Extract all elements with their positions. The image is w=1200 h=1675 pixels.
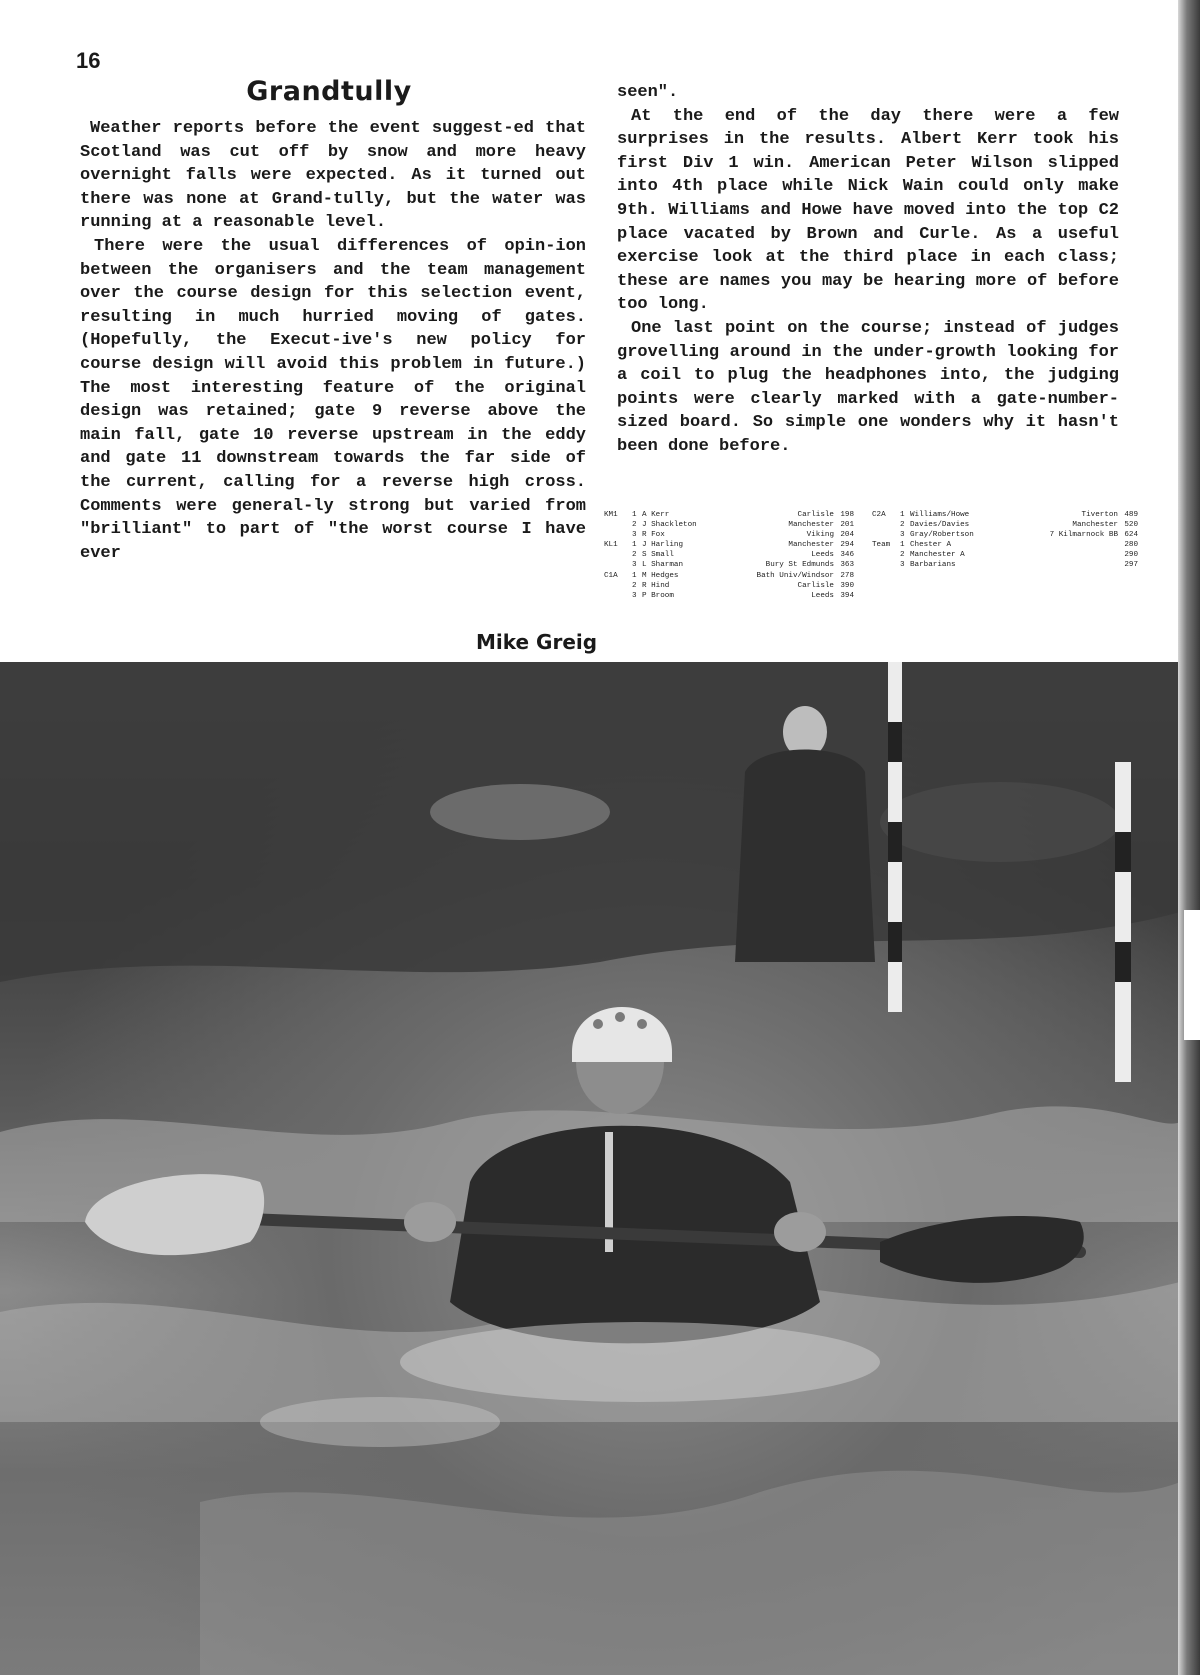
result-class: C2A: [872, 511, 886, 519]
result-row: [872, 540, 1138, 550]
result-score: 390: [840, 581, 854, 590]
result-name: Manchester A: [910, 551, 965, 560]
result-club: [1010, 560, 1118, 570]
result-place: 2: [900, 551, 905, 560]
result-club: Manchester: [788, 541, 834, 550]
result-row: [604, 591, 854, 601]
result-class: [604, 560, 632, 570]
result-club: Bury St Edmunds: [765, 561, 834, 570]
result-row: [872, 560, 1138, 570]
result-place: 2: [632, 521, 637, 530]
result-name: Gray/Robertson: [910, 531, 974, 540]
page-edge-tab: [1184, 910, 1200, 1040]
result-score: 394: [840, 591, 854, 600]
result-club: Leeds: [811, 551, 834, 560]
result-row: [604, 530, 854, 540]
result-club: Carlisle: [797, 511, 834, 519]
result-club: Carlisle: [797, 581, 834, 590]
binding-edge: [1178, 0, 1200, 1675]
result-score: 201: [840, 521, 854, 530]
result-club: 7 Kilmarnock BB: [1049, 531, 1118, 540]
result-place: 3: [632, 591, 637, 600]
result-club: Leeds: [811, 591, 834, 600]
result-score: 294: [840, 541, 854, 550]
result-row: [604, 571, 854, 581]
result-row: [604, 520, 854, 530]
result-row: [872, 550, 1138, 560]
results-left-block: [604, 510, 854, 601]
result-class: [604, 591, 632, 601]
result-name: P Broom: [642, 591, 674, 600]
result-place: 1: [632, 541, 637, 550]
result-class: [604, 581, 632, 591]
article-column-right: [617, 81, 1119, 459]
result-class: KM1: [604, 511, 618, 519]
result-row: [872, 510, 1138, 520]
result-name: R Hind: [642, 581, 670, 590]
result-club: [1010, 550, 1118, 560]
result-row: [872, 530, 1138, 540]
photo-kayaker: [0, 662, 1180, 1675]
results-right-block: [872, 510, 1138, 571]
result-name: S Small: [642, 551, 674, 560]
result-place: 3: [632, 531, 637, 540]
result-name: J Harling: [642, 541, 684, 550]
result-name: Chester A: [910, 541, 952, 550]
result-class: [872, 520, 900, 530]
result-score: 363: [840, 561, 854, 570]
result-club: Bath Univ/Windsor: [756, 571, 834, 580]
byline: Mike Greig: [476, 630, 598, 654]
result-place: 2: [632, 581, 637, 590]
result-score: 297: [1124, 561, 1138, 570]
paragraph: At the end of the day there were a few surprises in the results. Albert Kerr took his first Div 1 win. American Peter Wilson slipped into 4th place while Nick Wain could only make 9th. Williams and Howe have moved into the top C2 place vacated by Brown and Curle. As a useful exercise look at the third place in each class; these are names you may be hearing more of before too long.: [617, 106, 1119, 315]
result-class: [604, 520, 632, 530]
result-place: 1: [632, 571, 637, 580]
result-score: 520: [1124, 521, 1138, 530]
result-place: 3: [900, 531, 905, 540]
result-row: [872, 520, 1138, 530]
article-column-left: [80, 117, 586, 565]
result-club: Manchester: [788, 521, 834, 530]
result-row: [604, 550, 854, 560]
result-score: 198: [840, 511, 854, 519]
result-class: [604, 550, 632, 560]
result-score: 346: [840, 551, 854, 560]
result-score: 278: [840, 571, 854, 580]
result-club: Viking: [806, 531, 834, 540]
result-class: [872, 560, 900, 570]
result-name: M Hedges: [642, 571, 679, 580]
result-name: A Kerr: [642, 511, 670, 519]
result-place: 3: [632, 561, 637, 570]
result-name: J Shackleton: [642, 521, 697, 530]
result-club: [1010, 540, 1118, 550]
photo-illustration: [0, 662, 1180, 1675]
result-score: 489: [1124, 511, 1138, 519]
result-name: Davies/Davies: [910, 521, 970, 530]
result-place: 1: [900, 541, 905, 550]
result-score: 290: [1124, 551, 1138, 560]
result-row: [604, 560, 854, 570]
result-name: Williams/Howe: [910, 511, 970, 519]
paragraph: Weather reports before the event suggest-ed that Scotland was cut off by snow and more heavy overnight falls were expected. As it turned out there was none at Grand-tully, but the water was running at a reasonable level.: [80, 119, 586, 233]
result-class: [872, 550, 900, 560]
result-class: KL1: [604, 541, 618, 550]
paragraph: One last point on the course; instead of judges grovelling around in the under-growth looking for a coil to plug the headphones into, the judging points were clearly marked with a gate-number-sized board. So simple one wonders why it hasn't been done before.: [617, 318, 1119, 456]
result-name: Barbarians: [910, 561, 956, 570]
result-score: 624: [1124, 531, 1138, 540]
result-class: C1A: [604, 571, 618, 580]
result-name: L Sharman: [642, 561, 684, 570]
paragraph: There were the usual differences of opin-ion between the organisers and the team management over the course design for this selection event, resulting in much hurried moving of gates. (Hopefully, the Execut-ive's new policy for course design will avoid this problem in future.) The most interesting feature of the original design was retained; gate 9 reverse above the main fall, gate 10 reverse upstream in the eddy and gate 11 downstream towards the far side of the current, calling for a reverse high cross. Comments were general-ly strong but varied from "brilliant" to part of "the worst course I have ever: [80, 236, 586, 563]
result-class: [872, 530, 900, 540]
result-club: Manchester: [1072, 521, 1118, 530]
result-place: 3: [900, 561, 905, 570]
result-score: 280: [1124, 541, 1138, 550]
result-place: 1: [632, 511, 637, 519]
paragraph: seen".: [617, 83, 679, 102]
result-row: [604, 581, 854, 591]
result-row: [604, 540, 854, 550]
result-class: Team: [872, 541, 891, 550]
result-class: [604, 530, 632, 540]
result-place: 1: [900, 511, 905, 519]
result-score: 204: [840, 531, 854, 540]
result-place: 2: [632, 551, 637, 560]
article-title: Grandtully: [246, 76, 412, 107]
page-number: 16: [76, 48, 101, 73]
result-name: R Fox: [642, 531, 665, 540]
result-club: Tiverton: [1081, 511, 1118, 519]
result-place: 2: [900, 521, 905, 530]
result-row: [604, 510, 854, 520]
